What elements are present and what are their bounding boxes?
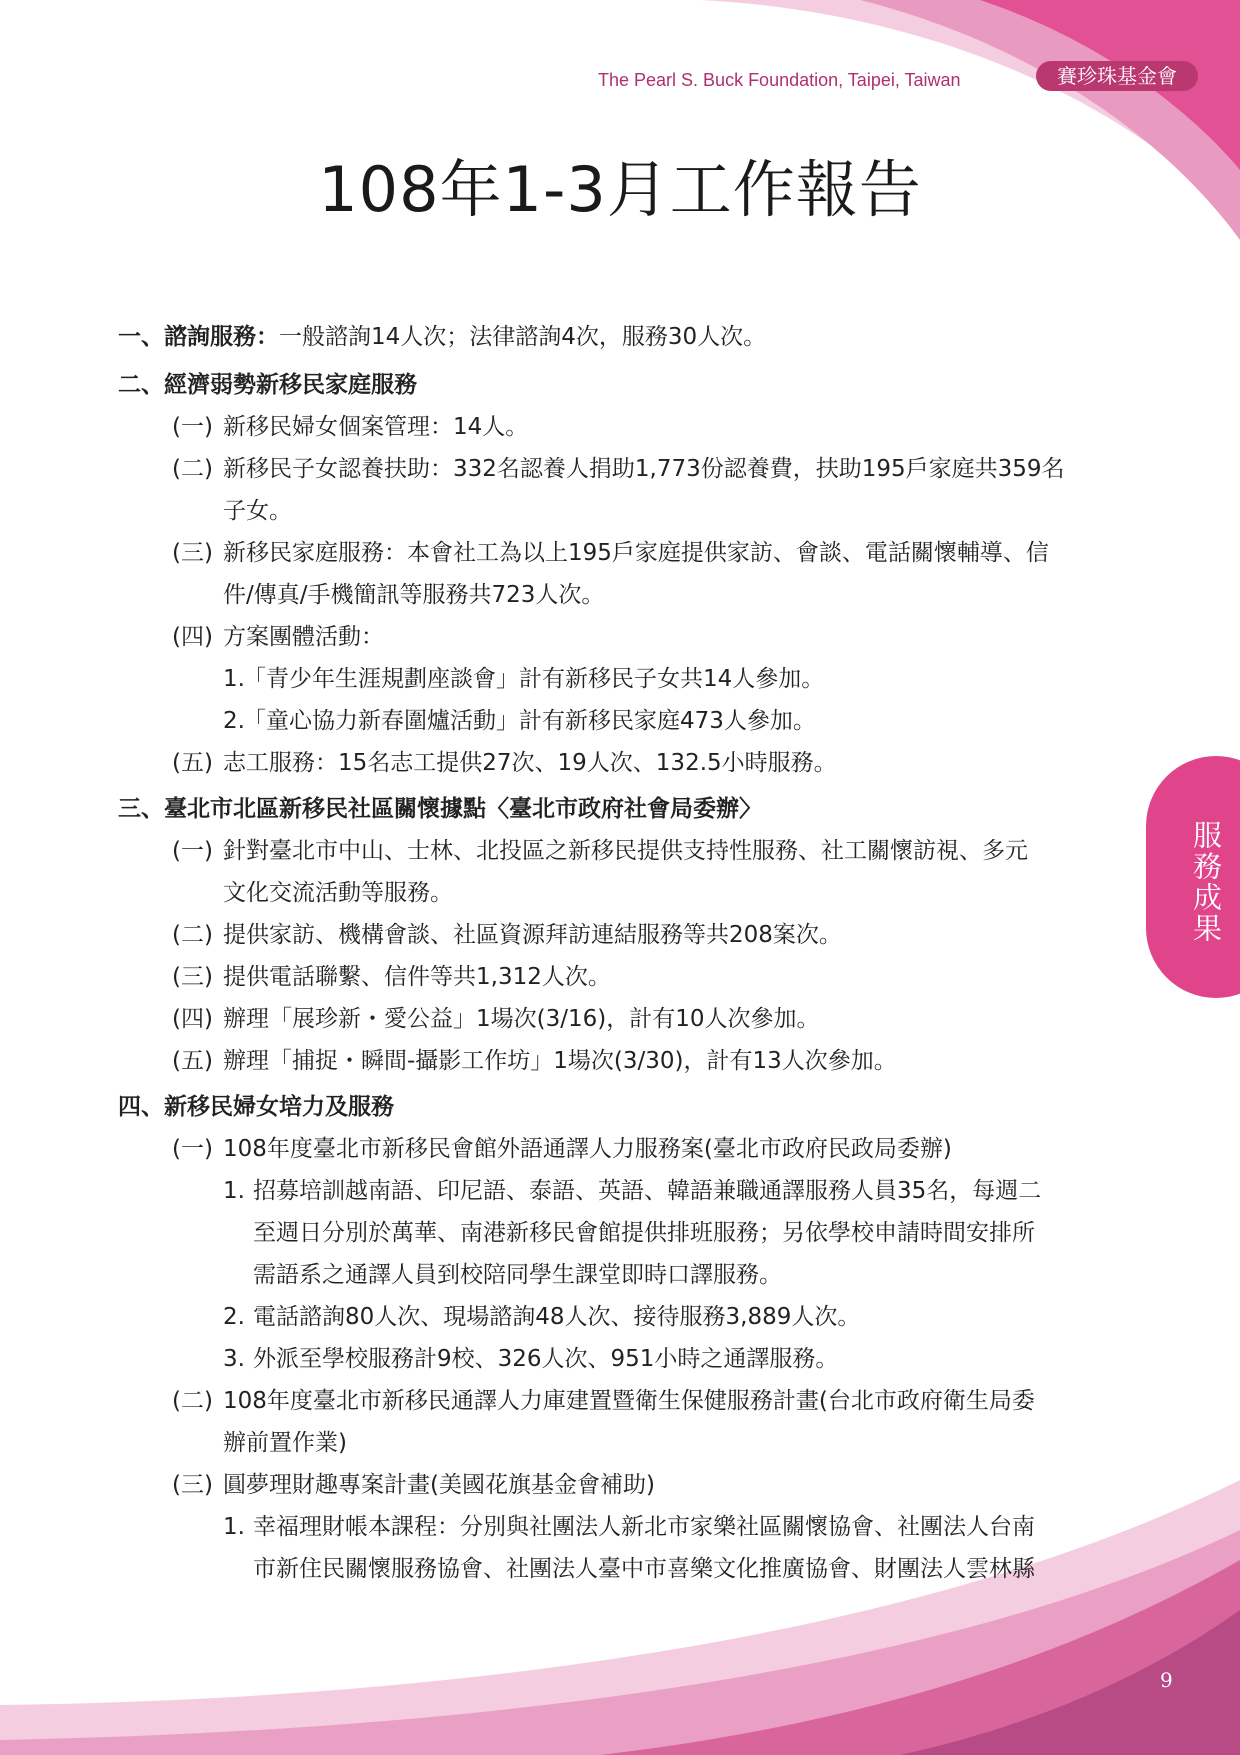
sub-item-text: 電話諮詢80人次、現場諮詢48人次、接待服務3,889人次。 (253, 1304, 861, 1330)
list-item-text: 針對臺北市中山、士林、北投區之新移民提供支持性服務、社工關懷訪視、多元 (223, 838, 1028, 864)
sub-item-label: 3. (223, 1346, 245, 1372)
list-item-text: 辦理「展珍新・愛公益」1場次(3/16)，計有10人次參加。 (223, 1006, 820, 1032)
sub-item-label: 1. (223, 1514, 245, 1540)
section-1-text: 一般諮詢14人次；法律諮詢4次，服務30人次。 (279, 324, 767, 350)
page-title: 108年1-3月工作報告 (318, 153, 922, 226)
sub-item-label: 2. (223, 1304, 245, 1330)
sub-item-text: 招募培訓越南語、印尼語、泰語、英語、韓語兼職通譯服務人員35名，每週二 (253, 1178, 1042, 1204)
sub-item-label: 1. (223, 1178, 245, 1204)
list-item-text: 提供電話聯繫、信件等共1,312人次。 (223, 964, 611, 990)
sub-item-text: 外派至學校服務計9校、326人次、951小時之通譯服務。 (253, 1346, 839, 1372)
section-4-heading: 四、新移民婦女培力及服務 (118, 1094, 394, 1120)
list-item-label: (一) (172, 838, 213, 864)
sub-item-text: 至週日分別於萬華、南港新移民會館提供排班服務；另依學校申請時間安排所 (253, 1220, 1035, 1246)
list-item-label: (三) (172, 1472, 213, 1498)
list-item-label: (三) (172, 540, 213, 566)
list-item-label: (四) (172, 1006, 213, 1032)
section-3-heading: 三、臺北市北區新移民社區關懷據點〈臺北市政府社會局委辦〉 (118, 796, 762, 822)
list-item-label: (二) (172, 922, 213, 948)
list-item-text: 新移民家庭服務：本會社工為以上195戶家庭提供家訪、會談、電話關懷輔導、信 (223, 540, 1049, 566)
sub-item-text: 幸福理財帳本課程：分別與社團法人新北市家樂社區關懷協會、社團法人台南 (253, 1514, 1035, 1540)
list-item-text: 新移民子女認養扶助：332名認養人捐助1,773份認養費，扶助195戶家庭共359名 (223, 456, 1065, 482)
list-item-text: 子女。 (223, 498, 292, 524)
section-2-heading: 二、經濟弱勢新移民家庭服務 (118, 372, 417, 398)
list-item-text: 提供家訪、機構會談、社區資源拜訪連結服務等共208案次。 (223, 922, 842, 948)
list-item-label: (二) (172, 1388, 213, 1414)
list-item-text: 108年度臺北市新移民會館外語通譯人力服務案(臺北市政府民政局委辦) (223, 1136, 952, 1162)
list-item-text: 辦理「捕捉・瞬間-攝影工作坊」1場次(3/30)，計有13人次參加。 (223, 1048, 897, 1074)
section-1-heading: 一、諮詢服務：一般諮詢14人次；法律諮詢4次，服務30人次。 (118, 324, 767, 350)
list-item-text: 文化交流活動等服務。 (223, 880, 453, 906)
list-item-label: (一) (172, 1136, 213, 1162)
page-number: 9 (1160, 1668, 1173, 1692)
side-section-tab-label: 服務成果 (1189, 820, 1223, 944)
list-item-text: 件/傳真/手機簡訊等服務共723人次。 (223, 582, 605, 608)
sub-item-label: 1. (223, 666, 245, 692)
list-item-text: 方案團體活動： (223, 624, 384, 650)
list-item-label: (二) (172, 456, 213, 482)
list-item-label: (一) (172, 414, 213, 440)
list-item-text: 108年度臺北市新移民通譯人力庫建置暨衛生保健服務計畫(台北市政府衛生局委 (223, 1388, 1035, 1414)
sub-item-text: 市新住民關懷服務協會、社團法人臺中市喜樂文化推廣協會、財團法人雲林縣 (253, 1556, 1035, 1582)
list-item-text: 新移民婦女個案管理：14人。 (223, 414, 529, 440)
list-item-text: 辦前置作業) (223, 1430, 347, 1456)
header-org-english: The Pearl S. Buck Foundation, Taipei, Taiwan (598, 70, 961, 90)
list-item-label: (五) (172, 1048, 213, 1074)
sub-item-text: 「童心協力新春圍爐活動」計有新移民家庭473人參加。 (243, 708, 816, 734)
header-org-badge: 賽珍珠基金會 (1036, 61, 1198, 91)
sub-item-label: 2. (223, 708, 245, 734)
list-item-label: (五) (172, 750, 213, 776)
list-item-label: (三) (172, 964, 213, 990)
list-item-text: 圓夢理財趣專案計畫(美國花旗基金會補助) (223, 1472, 655, 1498)
list-item-label: (四) (172, 624, 213, 650)
list-item-text: 志工服務：15名志工提供27次、19人次、132.5小時服務。 (223, 750, 837, 776)
sub-item-text: 需語系之通譯人員到校陪同學生課堂即時口譯服務。 (253, 1262, 782, 1288)
sub-item-text: 「青少年生涯規劃座談會」計有新移民子女共14人參加。 (243, 666, 825, 692)
